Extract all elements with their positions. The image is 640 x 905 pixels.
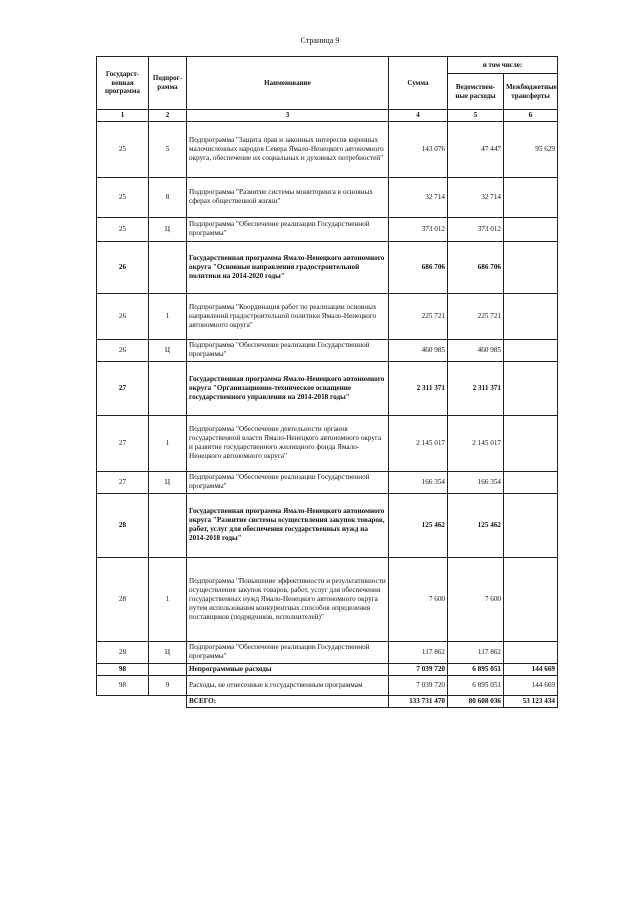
table-body [97, 121, 558, 695]
table-row [97, 641, 558, 663]
row-sum-cell: 166 354 [389, 471, 448, 493]
row-gp-cell: 28 [97, 641, 149, 663]
table-row [97, 361, 558, 415]
row-gp-cell: 28 [97, 493, 149, 557]
row-sum-cell: 7 600 [389, 557, 448, 641]
row-dept-cell: 686 706 [448, 241, 504, 293]
col-number: 2 [149, 110, 187, 122]
row-pp-cell [149, 361, 187, 415]
table-row [97, 177, 558, 217]
table-row [97, 339, 558, 361]
row-transfer-cell: 144 669 [504, 675, 558, 695]
row-dept-cell: 7 600 [448, 557, 504, 641]
row-gp-cell: 98 [97, 675, 149, 695]
table-row [97, 471, 558, 493]
row-pp-cell: 1 [149, 557, 187, 641]
row-transfer-cell [504, 471, 558, 493]
header-pp: Подпрог-рамма [149, 57, 187, 110]
row-dept-cell: 47 447 [448, 121, 504, 177]
table-row [97, 121, 558, 177]
row-pp-cell: Ц [149, 471, 187, 493]
table-row [97, 241, 558, 293]
row-pp-cell [149, 241, 187, 293]
row-sum-cell: 143 076 [389, 121, 448, 177]
row-name-cell: Государственная программа Ямало-Ненецкого автономного округа "Основные направления градостроительной политики на 2014-2020 годы" [187, 241, 389, 293]
row-dept-cell: 125 462 [448, 493, 504, 557]
header-including: и том числе: [448, 57, 558, 74]
row-pp-cell: 8 [149, 177, 187, 217]
table-row [97, 493, 558, 557]
row-transfer-cell [504, 293, 558, 339]
total-label: ВСЕГО: [187, 695, 389, 707]
header-name: Наименование [187, 57, 389, 110]
row-dept-cell: 373 012 [448, 217, 504, 241]
row-dept-cell: 225 721 [448, 293, 504, 339]
row-name-cell: Подпрограмма "Обеспечение реализации Государственной программы" [187, 217, 389, 241]
row-transfer-cell [504, 339, 558, 361]
row-gp-cell: 27 [97, 361, 149, 415]
row-gp-cell: 27 [97, 471, 149, 493]
total-transfer: 53 123 434 [504, 695, 558, 707]
row-gp-cell: 25 [97, 121, 149, 177]
row-dept-cell: 32 714 [448, 177, 504, 217]
row-gp-cell: 25 [97, 177, 149, 217]
column-numbers-row [97, 110, 558, 122]
total-dept: 80 608 036 [448, 695, 504, 707]
table-row [97, 675, 558, 695]
table-row [97, 663, 558, 675]
row-name-cell: Подпрограмма "Обеспечение реализации Государственной программы" [187, 471, 389, 493]
row-sum-cell: 125 462 [389, 493, 448, 557]
row-pp-cell: 1 [149, 293, 187, 339]
row-sum-cell: 686 706 [389, 241, 448, 293]
header-gp: Государст-венная программа [97, 57, 149, 110]
row-sum-cell: 225 721 [389, 293, 448, 339]
row-transfer-cell [504, 241, 558, 293]
col-number: 3 [187, 110, 389, 122]
row-transfer-cell [504, 217, 558, 241]
row-transfer-cell [504, 557, 558, 641]
row-transfer-cell [504, 361, 558, 415]
row-sum-cell: 117 862 [389, 641, 448, 663]
row-dept-cell: 460 985 [448, 339, 504, 361]
row-gp-cell: 28 [97, 557, 149, 641]
row-dept-cell: 6 895 051 [448, 675, 504, 695]
row-transfer-cell [504, 177, 558, 217]
col-number: 6 [504, 110, 558, 122]
table-row [97, 415, 558, 471]
row-gp-cell: 98 [97, 663, 149, 675]
col-number: 1 [97, 110, 149, 122]
row-sum-cell: 32 714 [389, 177, 448, 217]
table-row [97, 557, 558, 641]
row-pp-cell: Ц [149, 641, 187, 663]
header-dept: Ведомствен-ные расходы [448, 74, 504, 110]
header-transfer: Межбюджетные трансферты [504, 74, 558, 110]
row-dept-cell: 117 862 [448, 641, 504, 663]
row-transfer-cell [504, 415, 558, 471]
row-sum-cell: 7 039 720 [389, 663, 448, 675]
row-name-cell: Подпрограмма "Обеспечение деятельности органов государственной власти Ямало-Ненецкого автономного округа и развитие государственного жилищного фонда Ямало-Ненецкого автономного округа" [187, 415, 389, 471]
row-pp-cell: Ц [149, 217, 187, 241]
row-pp-cell: 1 [149, 415, 187, 471]
row-sum-cell: 2 311 371 [389, 361, 448, 415]
row-name-cell: Подпрограмма "Обеспечение реализации Государственной программы" [187, 339, 389, 361]
row-name-cell: Подпрограмма "Повышение эффективности и результативности осуществления закупок товаров, работ, услуг для обеспечения государственных нужд Ямало-Ненецкого автономного округа путем использования конкурентных способов определения поставщиков (подрядчиков, исполнителей)" [187, 557, 389, 641]
row-gp-cell: 26 [97, 241, 149, 293]
total-blank-cell [149, 695, 187, 707]
row-transfer-cell [504, 641, 558, 663]
total-blank-cell [97, 695, 149, 707]
row-gp-cell: 27 [97, 415, 149, 471]
row-dept-cell: 2 311 371 [448, 361, 504, 415]
total-sum: 133 731 470 [389, 695, 448, 707]
row-sum-cell: 460 985 [389, 339, 448, 361]
row-transfer-cell: 144 669 [504, 663, 558, 675]
row-sum-cell: 2 145 017 [389, 415, 448, 471]
row-transfer-cell: 95 629 [504, 121, 558, 177]
row-name-cell: Подпрограмма "Координация работ по реализации основных направлений градостроительной политики Ямало-Ненецкого автономного округа" [187, 293, 389, 339]
row-pp-cell: 9 [149, 675, 187, 695]
row-dept-cell: 2 145 017 [448, 415, 504, 471]
row-name-cell: Подпрограмма "Развитие системы мониторинга в основных сферах общественной жизни" [187, 177, 389, 217]
table-row [97, 217, 558, 241]
row-name-cell: Непрограммные расходы [187, 663, 389, 675]
page-number: Страница 9 [300, 36, 340, 45]
row-gp-cell: 25 [97, 217, 149, 241]
row-sum-cell: 373 012 [389, 217, 448, 241]
row-pp-cell: Ц [149, 339, 187, 361]
row-dept-cell: 166 354 [448, 471, 504, 493]
row-sum-cell: 7 039 720 [389, 675, 448, 695]
row-name-cell: Подпрограмма "Обеспечение реализации Государственной программы" [187, 641, 389, 663]
row-gp-cell: 26 [97, 293, 149, 339]
row-name-cell: Расходы, не отнесенные к государственным программам [187, 675, 389, 695]
row-transfer-cell [504, 493, 558, 557]
row-pp-cell [149, 493, 187, 557]
row-pp-cell [149, 663, 187, 675]
row-name-cell: Подпрограмма "Защита прав и законных интересов коренных малочисленных народов Севера Ямало-Ненецкого автономного округа, обеспечение их социальных и духовных потребностей" [187, 121, 389, 177]
header-sum: Сумма [389, 57, 448, 110]
total-row [97, 695, 558, 707]
col-number: 4 [389, 110, 448, 122]
table-row [97, 293, 558, 339]
budget-table [96, 56, 558, 708]
row-dept-cell: 6 895 051 [448, 663, 504, 675]
col-number: 5 [448, 110, 504, 122]
row-name-cell: Государственная программа Ямало-Ненецкого автономного округа "Организационно-техническое оснащение государственного управления на 2014-2018 годы" [187, 361, 389, 415]
row-name-cell: Государственная программа Ямало-Ненецкого автономного округа "Развитие системы осуществления закупок товаров, работ, услуг для обеспечения государственных нужд на 2014-2018 годы" [187, 493, 389, 557]
row-pp-cell: 5 [149, 121, 187, 177]
row-gp-cell: 26 [97, 339, 149, 361]
